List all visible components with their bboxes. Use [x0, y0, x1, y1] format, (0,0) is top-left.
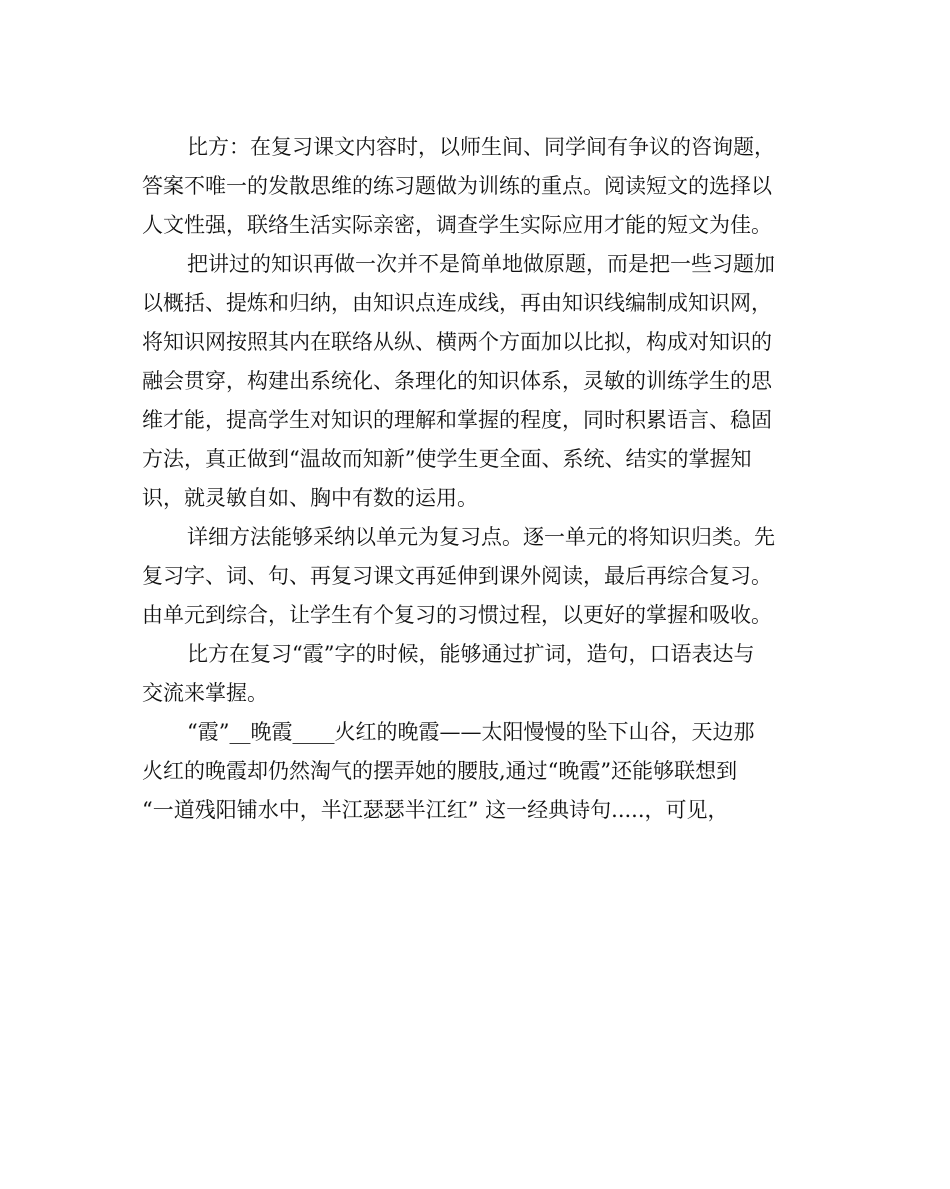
paragraph-line: 复习字、词、句、再复习课文再延伸到课外阅读，最后再综合复习。 [142, 564, 772, 588]
paragraph-line: 答案不唯一的发散思维的练习题做为训练的重点。阅读短文的选择以 [142, 174, 772, 198]
paragraph-line: “一道残阳铺水中，半江瑟瑟半江红” 这一经典诗句.....，可见， [142, 798, 729, 822]
paragraph-line: 比方在复习“霞”字的时候，能够通过扩词，造句，口语表达与 [187, 642, 755, 666]
paragraph-line: 火红的晚霞却仍然淘气的摆弄她的腰肢,通过“晚霞”还能够联想到 [142, 759, 738, 783]
paragraph-line: 将知识网按照其内在联络从纵、横两个方面加以比拟，构成对知识的 [142, 330, 772, 354]
paragraph-line: 把讲过的知识再做一次并不是简单地做原题，而是把一些习题加 [187, 252, 775, 276]
paragraph-line: 由单元到综合，让学生有个复习的习惯过程，以更好的掌握和吸收。 [142, 603, 772, 627]
document-body [142, 128, 812, 830]
paragraph-line: 维才能，提高学生对知识的理解和掌握的程度，同时积累语言、稳固 [142, 408, 772, 432]
paragraph-line: 交流来掌握。 [142, 681, 268, 705]
paragraph-line: 以概括、提炼和归纳，由知识点连成线，再由知识线编制成知识网， [142, 291, 772, 315]
paragraph-line: 详细方法能够采纳以单元为复习点。逐一单元的将知识归类。先 [187, 525, 775, 549]
paragraph-line: 比方：在复习课文内容时，以师生间、同学间有争议的咨询题， [187, 135, 775, 159]
paragraph-line: “霞”__晚霞____火红的晚霞——太阳慢慢的坠下山谷，天边那 [187, 720, 755, 744]
paragraph-line: 人文性强，联络生活实际亲密，调查学生实际应用才能的短文为佳。 [142, 213, 772, 237]
paragraph-line: 融会贯穿，构建出系统化、条理化的知识体系，灵敏的训练学生的思 [142, 369, 772, 393]
paragraph-line: 识，就灵敏自如、胸中有数的运用。 [142, 486, 478, 510]
paragraph-line: 方法，真正做到“温故而知新”使学生更全面、系统、结实的掌握知 [142, 447, 752, 471]
